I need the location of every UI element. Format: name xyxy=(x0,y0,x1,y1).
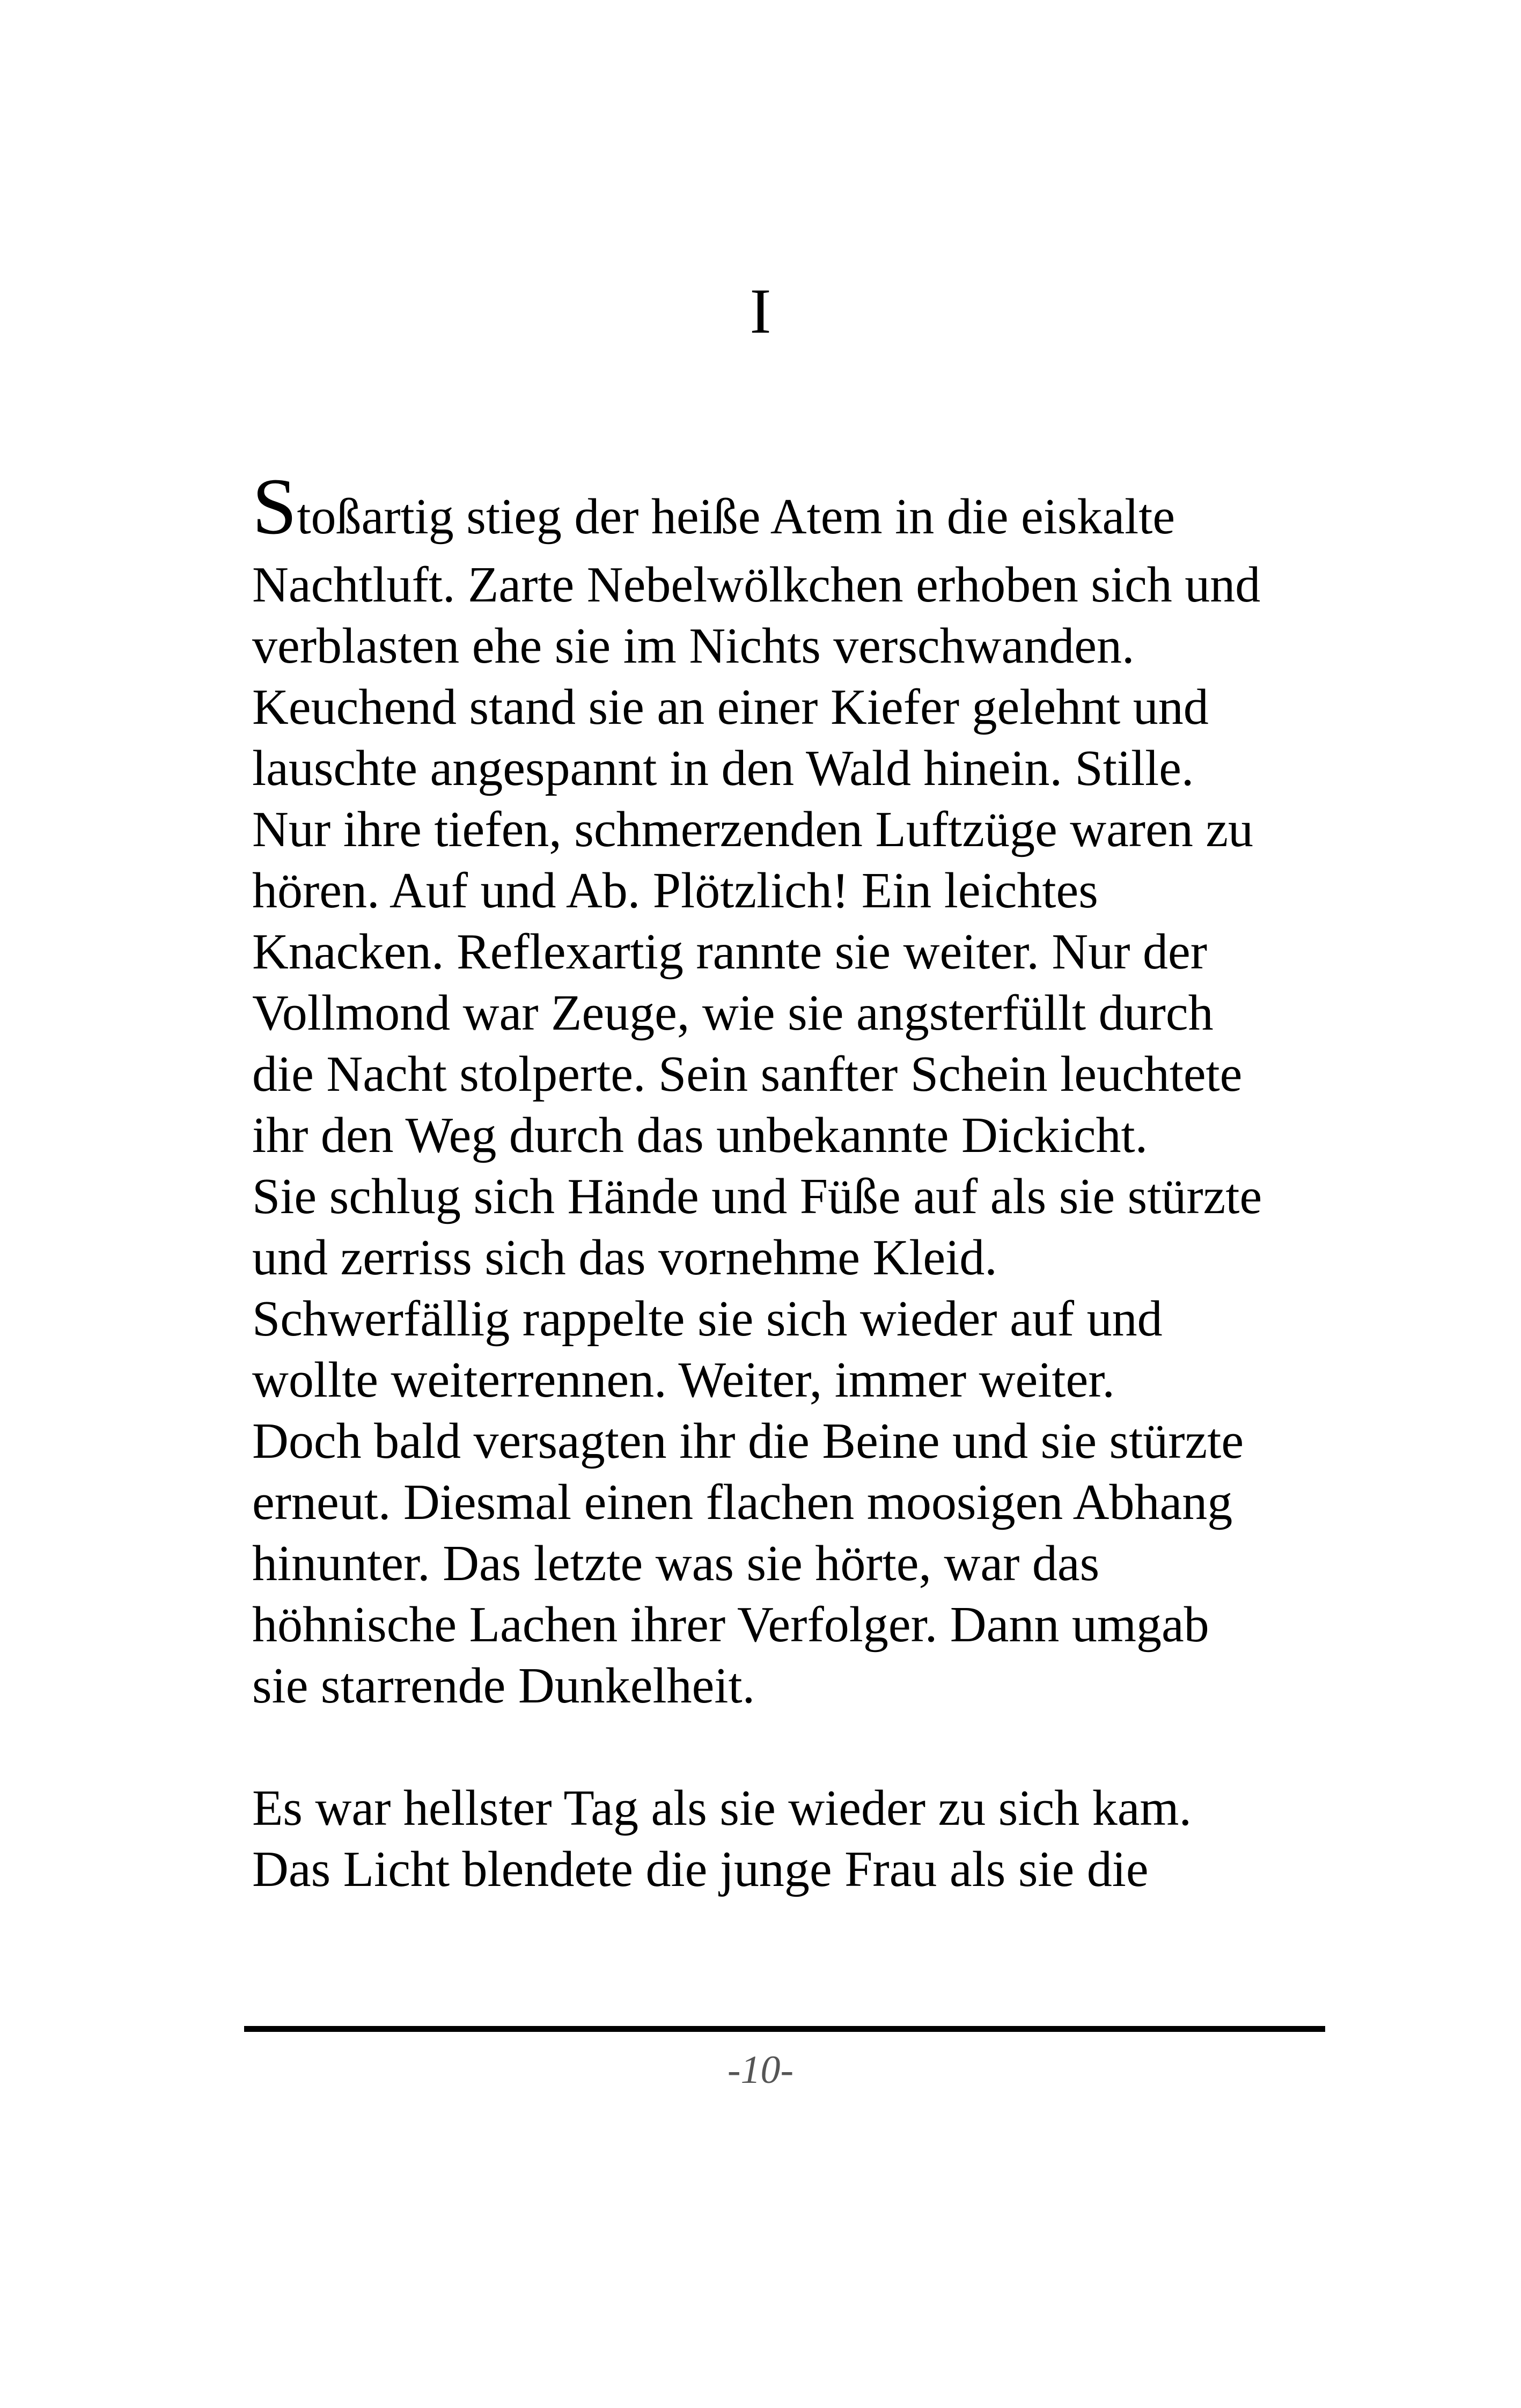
text-line: lauschte angespannt in den Wald hinein. Stille. xyxy=(252,740,1194,796)
text-line: Doch bald versagten ihr die Beine und sie stürzte xyxy=(252,1413,1244,1469)
text-line: ihr den Weg durch das unbekannte Dickicht. xyxy=(252,1107,1148,1163)
paragraph-break xyxy=(252,1716,1357,1778)
text-line: sie starrende Dunkelheit. xyxy=(252,1658,755,1714)
page-number: -10- xyxy=(727,2048,794,2092)
text-line: Vollmond war Zeuge, wie sie angsterfüllt durch xyxy=(252,985,1214,1041)
text-line: Schwerfällig rappelte sie sich wieder auf und xyxy=(252,1291,1163,1347)
text-line: Knacken. Reflexartig rannte sie weiter. Nur der xyxy=(252,924,1208,980)
text-line: erneut. Diesmal einen flachen moosigen Abhang xyxy=(252,1474,1233,1530)
text-line: verblasten ehe sie im Nichts verschwanden. xyxy=(252,618,1135,674)
text-line: Keuchend stand sie an einer Kiefer gelehnt und xyxy=(252,679,1209,735)
text-line: höhnische Lachen ihrer Verfolger. Dann umgab xyxy=(252,1597,1209,1653)
text-line-first xyxy=(252,459,1357,554)
chapter-number: I xyxy=(750,275,771,347)
text-line: hinunter. Das letzte was sie hörte, war das xyxy=(252,1536,1100,1591)
text-line: und zerriss sich das vornehme Kleid. xyxy=(252,1230,997,1286)
text-line: Nur ihre tiefen, schmerzenden Luftzüge waren zu xyxy=(252,802,1254,857)
text-line: wollte weiterrennen. Weiter, immer weiter. xyxy=(252,1352,1115,1408)
drop-cap-initial: S xyxy=(252,462,297,551)
text-line: die Nacht stolperte. Sein sanfter Schein leuchtete xyxy=(252,1046,1243,1102)
text-line: Sie schlug sich Hände und Füße auf als sie stürzte xyxy=(252,1169,1262,1224)
text-line: Es war hellster Tag als sie wieder zu sich kam. xyxy=(252,1780,1192,1836)
footer-rule xyxy=(244,2026,1325,2032)
chapter-text xyxy=(252,459,1357,1900)
text-line: Nachtluft. Zarte Nebelwölkchen erhoben sich und xyxy=(252,557,1261,613)
text-line: hören. Auf und Ab. Plötzlich! Ein leichtes xyxy=(252,863,1098,919)
first-line-rest: toßartig stieg der heiße Atem in die eiskalte xyxy=(297,489,1175,545)
text-line: Das Licht blendete die junge Frau als sie die xyxy=(252,1841,1149,1897)
